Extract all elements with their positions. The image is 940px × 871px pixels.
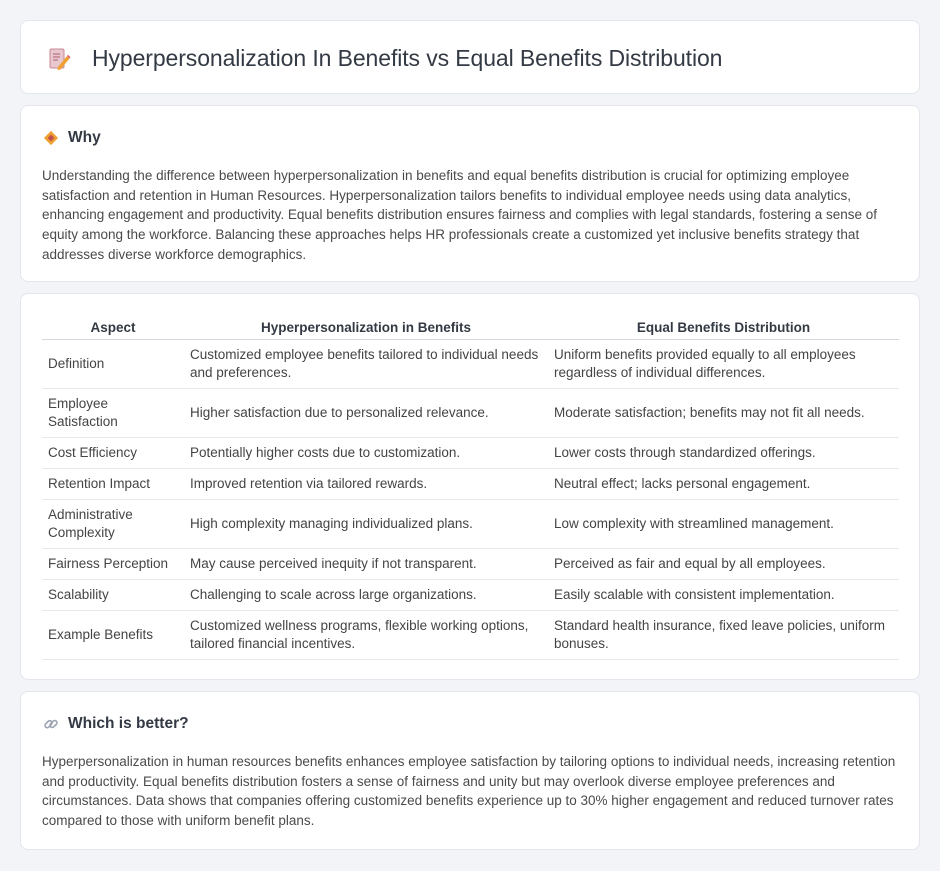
diamond-icon (43, 130, 59, 146)
header-hyperpersonalization: Hyperpersonalization in Benefits (184, 316, 548, 339)
table-row (42, 339, 899, 388)
better-heading: Which is better? (68, 715, 189, 732)
document-pencil-icon (47, 47, 71, 71)
hyper-cell: Customized wellness programs, flexible working options, tailored financial incentives. (184, 610, 548, 659)
aspect-cell: Example Benefits (42, 610, 184, 659)
page-title: Hyperpersonalization In Benefits vs Equal Benefits Distribution (92, 45, 723, 71)
aspect-cell: Retention Impact (42, 468, 184, 499)
table-row (42, 548, 899, 579)
table-header-row (42, 316, 899, 339)
equal-cell: Neutral effect; lacks personal engagement. (548, 468, 899, 499)
aspect-cell: Definition (42, 339, 184, 388)
hyper-cell: Higher satisfaction due to personalized relevance. (184, 388, 548, 437)
header-aspect: Aspect (42, 316, 184, 339)
equal-cell: Uniform benefits provided equally to all employees regardless of individual differences. (548, 339, 899, 388)
table-row (42, 437, 899, 468)
comparison-section (20, 293, 920, 680)
equal-cell: Perceived as fair and equal by all employees. (548, 548, 899, 579)
header-card (20, 20, 920, 94)
why-section (20, 105, 920, 282)
link-icon (43, 716, 59, 732)
equal-cell: Moderate satisfaction; benefits may not fit all needs. (548, 388, 899, 437)
better-heading-row (43, 714, 189, 734)
aspect-cell: Administrative Complexity (42, 499, 184, 548)
why-heading: Why (68, 129, 101, 146)
why-heading-row (43, 128, 101, 148)
equal-cell: Lower costs through standardized offerings. (548, 437, 899, 468)
equal-cell: Easily scalable with consistent implementation. (548, 579, 899, 610)
aspect-cell: Scalability (42, 579, 184, 610)
equal-cell: Low complexity with streamlined management. (548, 499, 899, 548)
hyper-cell: Improved retention via tailored rewards. (184, 468, 548, 499)
hyper-cell: May cause perceived inequity if not transparent. (184, 548, 548, 579)
hyper-cell: High complexity managing individualized plans. (184, 499, 548, 548)
comparison-table (42, 316, 899, 660)
header-equal-distribution: Equal Benefits Distribution (548, 316, 899, 339)
equal-cell: Standard health insurance, fixed leave policies, uniform bonuses. (548, 610, 899, 659)
table-row (42, 388, 899, 437)
why-text: Understanding the difference between hyperpersonalization in benefits and equal benefits distribution is crucial for optimizing employee satisfaction and retention in Human Resources. Hyperpersonalization tailors benefits to individual employee needs using data analytics, enhancing engagement and productivity. Equal benefits distribution ensures fairness and complies with legal standards, fostering a sense of equity among the workforce. Balancing these approaches helps HR professionals create a customized yet inclusive benefits strategy that addresses diverse workforce demographics. (42, 168, 878, 262)
aspect-cell: Cost Efficiency (42, 437, 184, 468)
table-row (42, 610, 899, 659)
which-better-section (20, 691, 920, 850)
table-row (42, 468, 899, 499)
better-text: Hyperpersonalization in human resources benefits enhances employee satisfaction by tailoring options to individual needs, increasing retention and productivity. Equal benefits distribution fosters a sense of fairness and unity but may overlook diverse employee preferences and circumstances. Data shows that companies offering customized benefits experience up to 30% higher engagement and reduced turnover rates compared to those with uniform benefit plans. (42, 754, 896, 829)
hyper-cell: Challenging to scale across large organizations. (184, 579, 548, 610)
aspect-cell: Fairness Perception (42, 548, 184, 579)
hyper-cell: Potentially higher costs due to customization. (184, 437, 548, 468)
hyper-cell: Customized employee benefits tailored to individual needs and preferences. (184, 339, 548, 388)
table-row (42, 499, 899, 548)
aspect-cell: Employee Satisfaction (42, 388, 184, 437)
table-row (42, 579, 899, 610)
